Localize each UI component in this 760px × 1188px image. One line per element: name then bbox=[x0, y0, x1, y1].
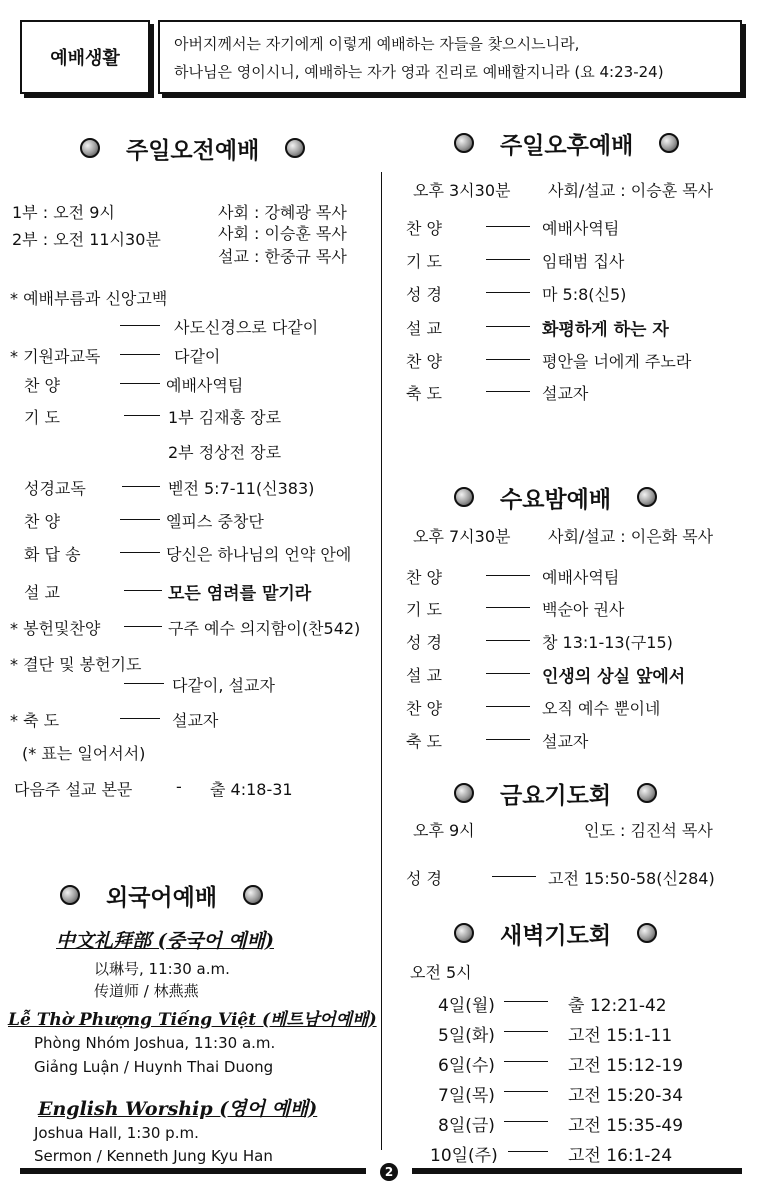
bullet-icon bbox=[454, 923, 474, 943]
reading-label: 성경교독 bbox=[24, 479, 86, 498]
praise-label: 찬 양 bbox=[24, 376, 60, 395]
friday-title-text: 금요기도회 bbox=[500, 782, 612, 809]
pray-value-1: 1부 김재홍 장로 bbox=[168, 408, 282, 427]
reading-value: 벧전 5:7-11(신383) bbox=[168, 479, 315, 498]
afternoon-row-value: 평안을 너에게 주노라 bbox=[542, 352, 692, 371]
bullet-icon bbox=[637, 783, 657, 803]
offering-value: 구주 예수 의지함이(찬542) bbox=[168, 619, 361, 638]
dash bbox=[504, 1121, 548, 1122]
afternoon-row-label: 축 도 bbox=[406, 384, 442, 403]
afternoon-sermon-title: 화평하게 하는 자 bbox=[542, 320, 669, 340]
english-title: English Worship (영어 예배) bbox=[38, 1098, 318, 1120]
dawn-day: 10일(주) bbox=[430, 1146, 498, 1166]
sermon-label: 설 교 bbox=[24, 583, 60, 602]
prayer-value: 다같이 bbox=[174, 347, 221, 366]
wednesday-row-label: 축 도 bbox=[406, 732, 442, 751]
dash bbox=[124, 626, 162, 627]
wednesday-sermon-title: 인생의 상실 앞에서 bbox=[542, 667, 686, 687]
wednesday-row-label: 찬 양 bbox=[406, 699, 442, 718]
sermon-title: 모든 염려를 맡기라 bbox=[168, 584, 312, 604]
wednesday-row-label: 성 경 bbox=[406, 633, 442, 652]
foreign-title-text: 외국어예배 bbox=[106, 884, 218, 911]
hymn-value: 엘피스 중창단 bbox=[166, 512, 264, 531]
call-value: 사도신경으로 다같이 bbox=[174, 318, 319, 337]
dawn-day: 6일(수) bbox=[438, 1056, 495, 1076]
dash bbox=[486, 259, 530, 260]
bullet-icon bbox=[243, 885, 263, 905]
dawn-time: 오전 5시 bbox=[410, 963, 472, 982]
next-sermon-label: 다음주 설교 본문 bbox=[14, 780, 133, 799]
wednesday-leader: 사회/설교 : 이은화 목사 bbox=[548, 527, 714, 546]
dash bbox=[504, 1001, 548, 1002]
bullet-icon bbox=[454, 133, 474, 153]
leader2: 사회 : 이승훈 목사 bbox=[218, 224, 347, 243]
dawn-scripture: 고전 15:35-49 bbox=[568, 1116, 684, 1136]
leader1: 사회 : 강혜광 목사 bbox=[218, 203, 347, 222]
verse-line-2: 하나님은 영이시니, 예배하는 자가 영과 진리로 예배할지니라 (요 4:23-24) bbox=[174, 63, 664, 81]
english-line-1: Joshua Hall, 1:30 p.m. bbox=[34, 1124, 199, 1142]
vietnamese-title: Lễ Thờ Phượng Tiếng Việt (베트남어예배) bbox=[8, 1010, 377, 1030]
dash bbox=[124, 590, 162, 591]
resolution-value: 다같이, 설교자 bbox=[172, 676, 275, 695]
dawn-title bbox=[454, 918, 657, 948]
dash bbox=[120, 519, 160, 520]
sunday-morning-title-text: 주일오전예배 bbox=[126, 137, 260, 164]
dash bbox=[486, 292, 530, 293]
dash bbox=[486, 673, 530, 674]
afternoon-row-label: 기 도 bbox=[406, 252, 442, 271]
dash bbox=[124, 683, 164, 684]
dash bbox=[486, 226, 530, 227]
english-line-2: Sermon / Kenneth Jung Kyu Han bbox=[34, 1147, 273, 1165]
afternoon-row-value: 임태범 집사 bbox=[542, 252, 625, 271]
wednesday-title bbox=[454, 482, 657, 512]
dawn-day: 8일(금) bbox=[438, 1116, 495, 1136]
prayer-label: * 기원과교독 bbox=[10, 347, 101, 366]
standing-note: (* 표는 일어서서) bbox=[22, 744, 146, 763]
footer-bar-left bbox=[20, 1168, 366, 1174]
bullet-icon bbox=[659, 133, 679, 153]
dash bbox=[504, 1061, 548, 1062]
dash bbox=[120, 718, 160, 719]
dash bbox=[504, 1031, 548, 1032]
afternoon-row-label: 성 경 bbox=[406, 285, 442, 304]
friday-title bbox=[454, 778, 657, 808]
dash bbox=[122, 486, 160, 487]
wednesday-row-value: 예배사역팀 bbox=[542, 568, 620, 587]
dash bbox=[486, 391, 530, 392]
chinese-line-1: 以琳号, 11:30 a.m. bbox=[94, 960, 230, 978]
dash bbox=[486, 326, 530, 327]
wednesday-row-value: 설교자 bbox=[542, 732, 589, 751]
column-divider bbox=[381, 172, 382, 1150]
pray-label: 기 도 bbox=[24, 408, 60, 427]
dash bbox=[120, 354, 160, 355]
dawn-title-text: 새벽기도회 bbox=[500, 922, 612, 949]
next-sermon-value: 출 4:18-31 bbox=[210, 780, 293, 799]
bullet-icon bbox=[454, 783, 474, 803]
wednesday-row-value: 백순아 권사 bbox=[542, 600, 625, 619]
service1-time: 1부 : 오전 9시 bbox=[12, 203, 115, 222]
bullet-icon bbox=[637, 923, 657, 943]
response-value: 당신은 하나님의 언약 안에 bbox=[166, 545, 352, 564]
bullet-icon bbox=[285, 138, 305, 158]
afternoon-row-value: 설교자 bbox=[542, 384, 589, 403]
dawn-day: 4일(월) bbox=[438, 996, 495, 1016]
afternoon-time: 오후 3시30분 bbox=[413, 181, 511, 200]
dawn-scripture: 고전 16:1-24 bbox=[568, 1146, 673, 1166]
afternoon-row-label: 찬 양 bbox=[406, 352, 442, 371]
dash bbox=[124, 415, 160, 416]
dawn-day: 5일(화) bbox=[438, 1026, 495, 1046]
page-number: 2 bbox=[380, 1163, 398, 1181]
friday-leader: 인도 : 김진석 목사 bbox=[584, 821, 713, 840]
dawn-scripture: 고전 15:1-11 bbox=[568, 1026, 673, 1046]
dash bbox=[120, 383, 160, 384]
dash bbox=[492, 876, 536, 877]
response-label: 화 답 송 bbox=[24, 545, 81, 564]
wednesday-time: 오후 7시30분 bbox=[413, 527, 511, 546]
friday-time: 오후 9시 bbox=[413, 821, 475, 840]
dash bbox=[120, 552, 160, 553]
vietnamese-line-2: Giảng Luận / Huynh Thai Duong bbox=[34, 1058, 274, 1076]
sunday-morning-title bbox=[80, 133, 305, 163]
bullet-icon bbox=[637, 487, 657, 507]
praise-value: 예배사역팀 bbox=[166, 376, 244, 395]
footer-bar-right bbox=[412, 1168, 742, 1174]
dash bbox=[486, 640, 530, 641]
afternoon-leader: 사회/설교 : 이승훈 목사 bbox=[548, 181, 714, 200]
hymn-label: 찬 양 bbox=[24, 512, 60, 531]
preacher: 설교 : 한중규 목사 bbox=[218, 247, 347, 266]
wednesday-row-label: 기 도 bbox=[406, 600, 442, 619]
dash bbox=[120, 325, 160, 326]
wednesday-row-value: 창 13:1-13(구15) bbox=[542, 633, 673, 652]
verse-line-1: 아버지께서는 자기에게 이렇게 예배하는 자들을 찾으시느니라, bbox=[174, 35, 580, 53]
dawn-scripture: 고전 15:12-19 bbox=[568, 1056, 684, 1076]
bullet-icon bbox=[80, 138, 100, 158]
dawn-scripture: 출 12:21-42 bbox=[568, 996, 667, 1016]
chinese-title: 中文礼拜部 (중국어 예배) bbox=[56, 930, 274, 952]
dash bbox=[486, 359, 530, 360]
dash bbox=[486, 706, 530, 707]
afternoon-row-label: 찬 양 bbox=[406, 219, 442, 238]
pray-value-2: 2부 정상전 장로 bbox=[168, 443, 282, 462]
benediction-value: 설교자 bbox=[172, 711, 219, 730]
afternoon-row-label: 설 교 bbox=[406, 319, 442, 338]
dash bbox=[508, 1151, 548, 1152]
wednesday-row-label: 찬 양 bbox=[406, 568, 442, 587]
resolution-label: * 결단 및 봉헌기도 bbox=[10, 655, 142, 674]
header-label: 예배생활 bbox=[20, 20, 150, 94]
dash bbox=[486, 739, 530, 740]
foreign-title bbox=[60, 880, 263, 910]
friday-scripture-label: 성 경 bbox=[406, 869, 442, 888]
benediction-label: * 축 도 bbox=[10, 711, 60, 730]
wednesday-row-label: 설 교 bbox=[406, 666, 442, 685]
sunday-afternoon-title bbox=[454, 128, 679, 158]
sunday-afternoon-title-text: 주일오후예배 bbox=[500, 132, 634, 159]
service2-time: 2부 : 오전 11시30분 bbox=[12, 230, 161, 249]
header-verse-box bbox=[158, 20, 742, 94]
afternoon-row-value: 예배사역팀 bbox=[542, 219, 620, 238]
offering-label: * 봉헌및찬양 bbox=[10, 619, 101, 638]
bullet-icon bbox=[60, 885, 80, 905]
friday-scripture-value: 고전 15:50-58(신284) bbox=[548, 869, 715, 888]
chinese-line-2: 传道师 / 林燕燕 bbox=[94, 982, 199, 1000]
next-sermon-dash: - bbox=[176, 777, 182, 796]
dash bbox=[504, 1091, 548, 1092]
dash bbox=[486, 575, 530, 576]
dawn-scripture: 고전 15:20-34 bbox=[568, 1086, 684, 1106]
wednesday-row-value: 오직 예수 뿐이네 bbox=[542, 699, 661, 718]
vietnamese-line-1: Phòng Nhóm Joshua, 11:30 a.m. bbox=[34, 1034, 276, 1052]
afternoon-row-value: 마 5:8(신5) bbox=[542, 285, 627, 304]
dawn-day: 7일(목) bbox=[438, 1086, 495, 1106]
call-label: * 예배부름과 신앙고백 bbox=[10, 289, 168, 308]
wednesday-title-text: 수요밤예배 bbox=[500, 486, 612, 513]
dash bbox=[486, 607, 530, 608]
bullet-icon bbox=[454, 487, 474, 507]
